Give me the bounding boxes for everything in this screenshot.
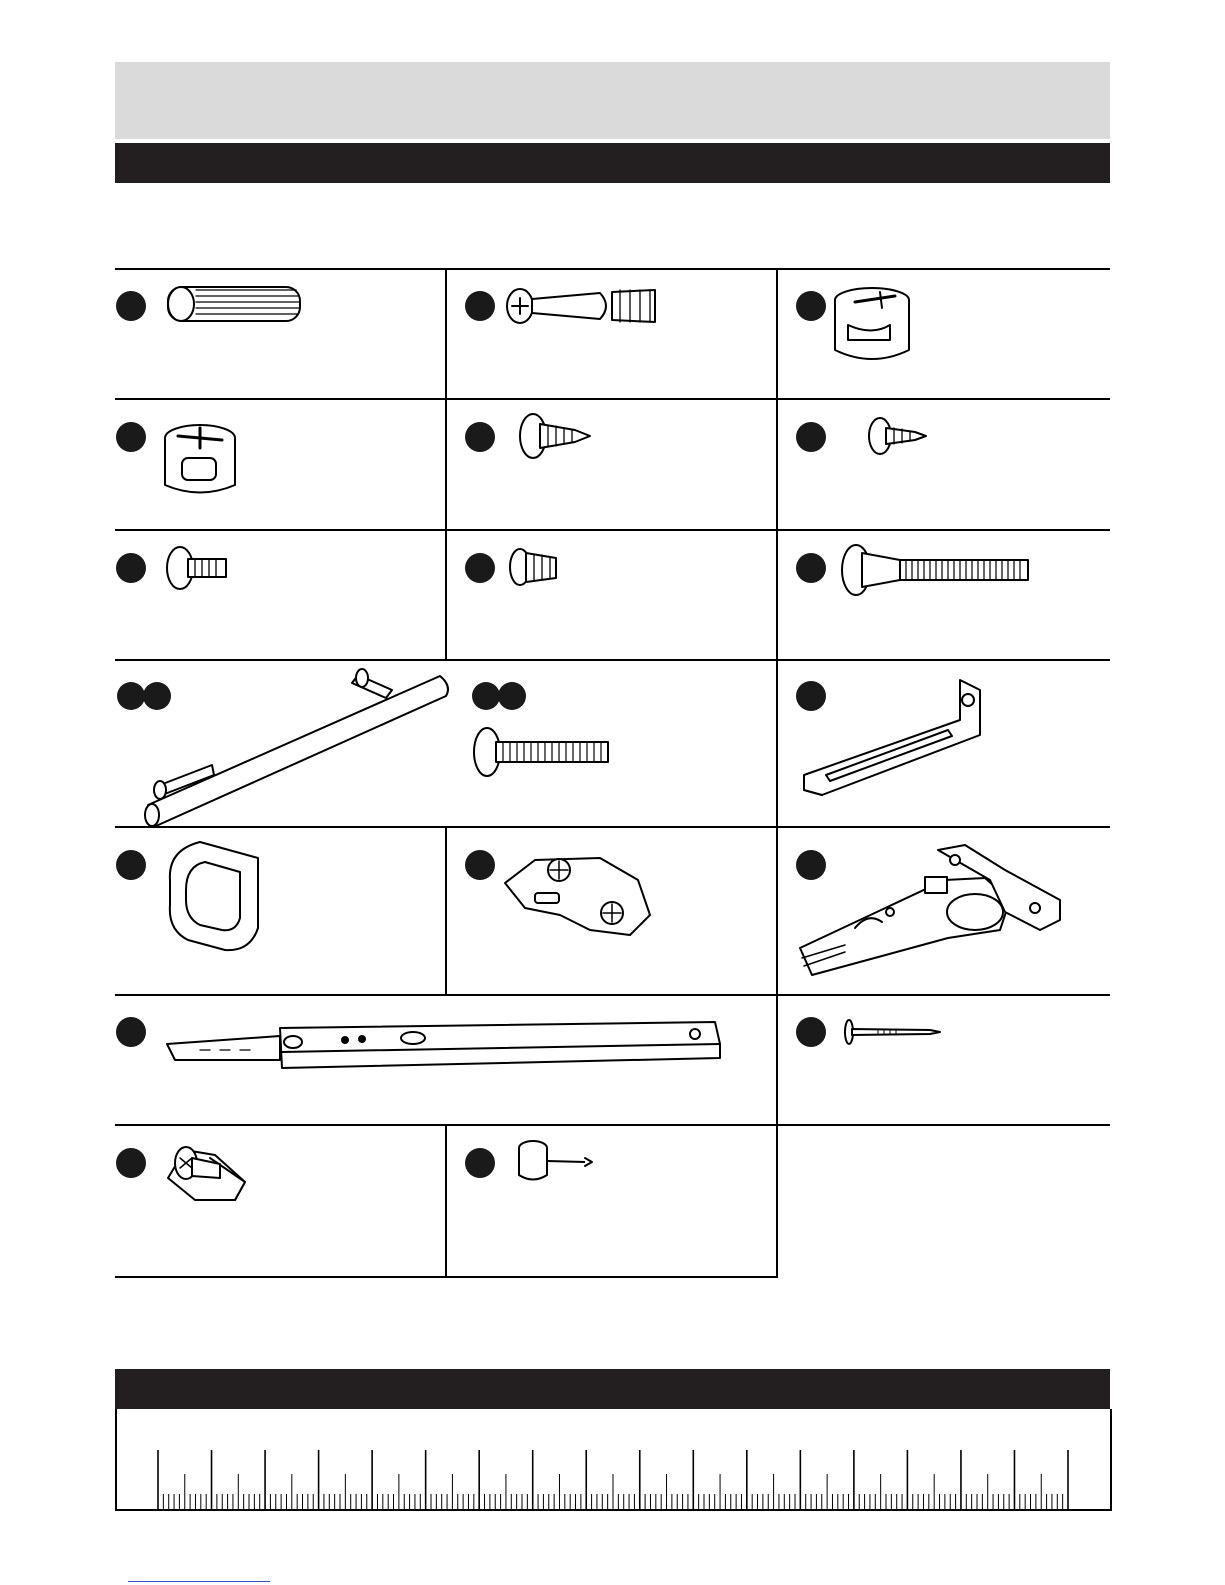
handle-bolt-icon [474, 728, 608, 776]
wood-screw-icon [520, 414, 590, 458]
cam-lock-small-icon [165, 425, 235, 493]
shelf-clip-icon [170, 842, 258, 950]
bar-handle-icon [145, 669, 448, 826]
connector-bolt-icon [842, 545, 1028, 595]
footer-link-underline[interactable] [128, 1581, 270, 1582]
hinge-mounting-plate-icon [505, 858, 650, 935]
l-bracket-icon [804, 680, 980, 795]
corner-block-icon [168, 1147, 245, 1200]
machine-screw-short-icon [167, 547, 226, 589]
cam-lock-large-icon [835, 288, 909, 359]
measuring-ruler [115, 1409, 1110, 1512]
cam-bolt-icon [507, 289, 655, 323]
euro-screw-icon [510, 549, 556, 585]
drawer-runner-icon [167, 1022, 720, 1068]
ruler-title-bar [115, 1369, 1110, 1409]
felt-pad-tack-icon [519, 1141, 592, 1180]
nail-icon [845, 1020, 940, 1044]
wooden-dowel-icon [168, 287, 300, 321]
cabinet-hinge-icon [800, 845, 1060, 975]
small-wood-screw-icon [869, 418, 926, 454]
